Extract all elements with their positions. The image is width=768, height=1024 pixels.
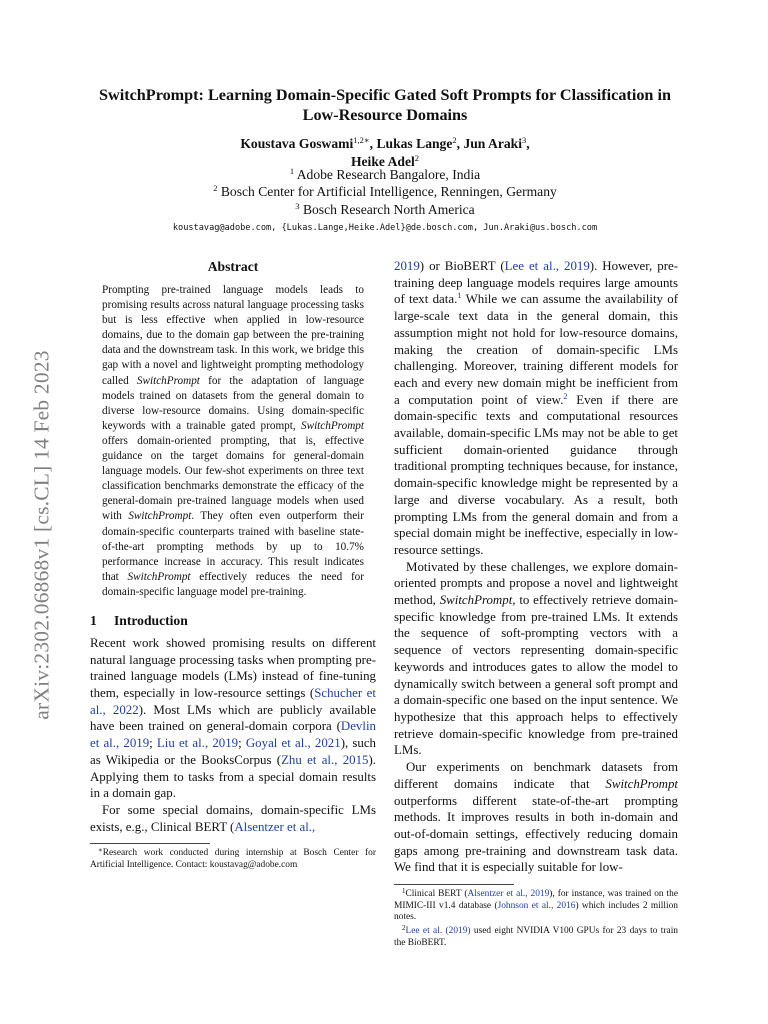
affiliation-name: Adobe Research Bangalore, India (296, 167, 481, 182)
abstract-segment: offers domain-oriented prompting, that is, effective guidance on the target domains for general-domain language models. Our few-shot experiments on three text classification benchmarks demonstrate the efficacy of the general-domain pre-trained language models when used with (102, 434, 364, 523)
footnote-mark: 2 (402, 924, 406, 933)
footnote-mark: ∗ (98, 846, 103, 855)
citation-link[interactable]: Lee et al. (2019) (405, 926, 471, 937)
arxiv-id-text: arXiv:2302.06868v1 [cs.CL] 14 Feb 2023 (29, 350, 54, 720)
intro-paragraph-2-start (90, 802, 376, 835)
author-name: Koustava Goswami (240, 136, 354, 151)
text-segment: For some special domains, domain-specific LMs exists, e.g., Clinical BERT ( (90, 803, 376, 834)
abstract-segment: Prompting pre-trained language models leads to promising results across natural language processing tasks but is less effective when applied in low-resource domains, due to the domain gap between the pre-training data and the downstream task. In this work, we bridge this gap with a novel and lightweight prompting methodology called (102, 284, 364, 387)
abstract-text (102, 283, 364, 600)
abstract-heading: Abstract (207, 259, 259, 274)
left-column (90, 258, 376, 874)
author-affil-mark: 3 (522, 135, 527, 145)
text-segment: ), such as Wikipedia or the BooksCorpus ( (90, 736, 376, 767)
affiliation-name: Bosch Center for Artificial Intelligence, Renningen, Germany (220, 184, 557, 200)
author-affil-mark: 2 (452, 135, 457, 145)
author-affil-mark: 1,2∗ (353, 135, 370, 145)
affiliation (92, 183, 678, 200)
intro-paragraph-2-continued (394, 258, 678, 559)
paper-title: SwitchPrompt: Learning Domain-Specific Gated Soft Prompts for Classification in Low-Resource Domains (99, 86, 671, 124)
footnote-divider (394, 884, 514, 885)
method-name: SwitchPrompt (128, 510, 192, 523)
affiliation-list (92, 166, 678, 218)
citation-link[interactable]: Goyal et al., 2021 (245, 736, 341, 751)
footnote-divider (90, 843, 210, 844)
text-segment: , to effectively retrieve domain-specific knowledge from pre-trained LMs. It extends the sequence of soft-prompting vectors with a sequence of vectors representing domain-specific keywords and introduces gates to allow the model to dynamically switch between a general soft prompt and a domain-specific one based on the input sentence. We hypothesize that this approach helps to effectively retrieve domain-specific knowledge from pre-trained LMs. (394, 593, 678, 758)
text-segment: ). However, pre-training deep language models requires large amounts of text data. (394, 259, 678, 307)
citation-link[interactable]: Alsentzer et al., 2019 (467, 889, 550, 900)
text-segment: ; (149, 736, 157, 751)
arxiv-identifier-stamp (22, 320, 62, 750)
citation-link[interactable]: Zhu et al., 2015 (281, 752, 369, 767)
citation-link[interactable]: Schucher et al., 2022 (90, 686, 376, 717)
affiliation-number: 1 (289, 166, 295, 176)
abstract-segment: effectively reduces the need for domain-specific language model pre-training. (102, 570, 364, 598)
footnote-text: Clinical BERT ( (405, 889, 468, 900)
footnote-mark: 1 (402, 887, 406, 896)
section-title-text: Introduction (114, 612, 188, 628)
footnote-text: Research work conducted during internship at Bosch Center for Artificial Intelligence. Contact: koustavag@adobe.com (90, 848, 376, 871)
text-segment: Our experiments on benchmark datasets from different domains indicate that (394, 760, 678, 791)
method-name: SwitchPrompt (301, 419, 364, 432)
footnote-2 (394, 926, 678, 949)
intro-paragraph-1 (90, 635, 376, 802)
citation-link[interactable]: Johnson et al., 2016 (497, 900, 576, 911)
intro-paragraph-3 (394, 559, 678, 759)
citation-link[interactable]: 2019 (394, 259, 420, 273)
text-segment: Even if there are domain-specific texts and computational resources available, domain-specific LMs may not be able to get sufficient domain-oriented guidance through traditional prompting techniques because, for instance, domain-specific knowledge might be represented by a large and diverse vocabulary. As a result, both prompting LMs from the general domain and from a special domain might be ineffective, especially in low-resource settings. (394, 392, 679, 557)
text-segment: Recent work showed promising results on different natural language processing tasks when prompting pre-trained language models (LMs) instead of fine-tuning them, especially in low-resource settings ( (90, 635, 376, 701)
author-name: Heike Adel (350, 154, 415, 169)
affiliation (92, 201, 678, 218)
footnote-text: ) which includes 2 million notes. (394, 900, 678, 923)
section-number: 1 (90, 612, 97, 628)
affiliation-number: 2 (213, 183, 218, 194)
method-name: SwitchPrompt (136, 374, 200, 387)
text-segment: ). Applying them to tasks from a special domain results in a domain gap. (90, 752, 377, 801)
author-emails: koustavag@adobe.com, {Lukas.Lange,Heike.Adel}@de.bosch.com, Jun.Araki@us.bosch.com (172, 223, 598, 233)
citation-link[interactable]: Lee et al., 2019 (504, 259, 590, 273)
author-name: Jun Araki (463, 136, 522, 151)
method-name: SwitchPrompt (439, 593, 513, 608)
citation-link[interactable]: Alsentzer et al., (234, 819, 316, 834)
citation-link[interactable]: Devlin et al., 2019 (90, 719, 376, 751)
author-list: Koustava Goswami$^{1,2∗}$, Lukas Lange$^2$, Jun Araki$^3$, Heike Adel$^2$ (240, 135, 530, 169)
section-heading-introduction (90, 612, 376, 630)
text-segment: ) or BioBERT ( (419, 259, 505, 273)
text-segment: While we can assume the availability of large-scale text data in the general domain, this assumption might not hold for low-resource domains, making the creation of domain-specific LMs challenging. Moreover, training different models for each and every new domain might be inefficient from a computation point of view. (394, 292, 678, 407)
intro-paragraph-4 (394, 759, 678, 876)
method-name: SwitchPrompt (127, 570, 191, 583)
text-segment: ). Most LMs which are publicly available have been trained on general-domain corpora ( (90, 702, 376, 734)
footnote-text: used eight NVIDIA V100 GPUs for 23 days to train the BioBERT. (394, 926, 678, 948)
citation-link[interactable]: Liu et al., 2019 (156, 736, 239, 751)
right-column (394, 258, 678, 952)
affiliation-number: 3 (295, 200, 300, 211)
text-segment: Motivated by these challenges, we explore domain-oriented prompts and propose a novel and lightweight method, (394, 559, 678, 608)
affiliation (92, 166, 678, 183)
footnote-1 (394, 889, 678, 924)
abstract-segment: for the adaptation of language models trained on datasets from the general domain to diverse low-resource domains. Using domain-specific keywords with a trainable gated prompt, (102, 374, 364, 432)
text-segment: ; (238, 736, 246, 751)
footnote-text: ), for instance, was trained on the MIMIC-III v1.4 database ( (394, 889, 679, 911)
author-name: Lukas Lange (376, 136, 453, 151)
author-affil-mark: 2 (414, 153, 420, 163)
footnote-ref-link[interactable]: 1 (457, 290, 462, 301)
method-name: SwitchPrompt (605, 776, 678, 791)
footnote-star (90, 848, 376, 871)
text-segment: outperforms different state-of-the-art prompting methods. It improves results in both in-domain and out-of-domain settings, effectively reducing domain gaps among pre-training and downstream task data. We find that it is especially suitable for low- (394, 793, 678, 875)
affiliation-name: Bosch Research North America (302, 201, 475, 217)
abstract-segment: . They often even outperform their domain-specific counterparts trained with baseline state-of-the-art prompting methods by up to 10.7% performance increase in accuracy. This result indicates that (102, 510, 365, 583)
footnote-ref-link[interactable]: 2 (563, 390, 568, 401)
